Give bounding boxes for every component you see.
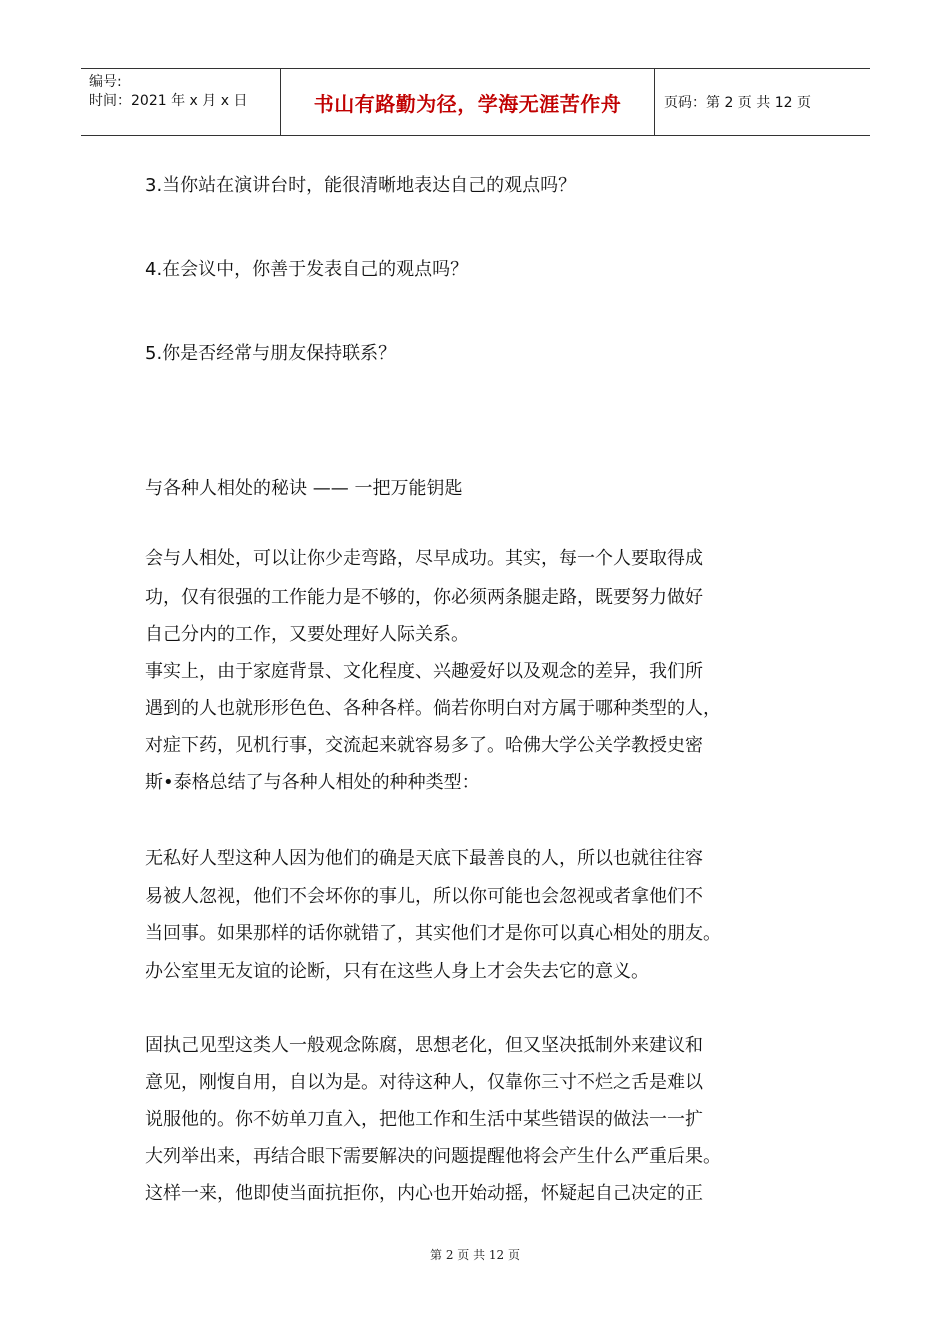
paragraph-line: 功，仅有很强的工作能力是不够的，你必须两条腿走路，既要努力做好 <box>145 587 703 608</box>
header-motto: 书山有路勤为径，学海无涯苦作舟 <box>281 69 655 135</box>
serial-label: 编号: <box>89 74 122 90</box>
paragraph-line: 这样一来，他即使当面抗拒你，内心也开始动摇，怀疑起自己决定的正 <box>145 1183 703 1204</box>
question-4: 4.在会议中，你善于发表自己的观点吗？ <box>145 259 469 280</box>
paragraph-line: 遇到的人也就形形色色、各种各样。倘若你明白对方属于哪种类型的人， <box>145 698 721 719</box>
page-header <box>81 68 870 136</box>
paragraph-line: 说服他的。你不妨单刀直入，把他工作和生活中某些错误的做法一一扩 <box>145 1109 703 1130</box>
paragraph-line: 当回事。如果那样的话你就错了，其实他们才是你可以真心相处的朋友。 <box>145 923 721 944</box>
paragraph-line: 办公室里无友谊的论断，只有在这些人身上才会失去它的意义。 <box>145 961 649 982</box>
paragraph-line: 会与人相处，可以让你少走弯路，尽早成功。其实，每一个人要取得成 <box>145 548 703 569</box>
paragraph-line: 固执己见型这类人一般观念陈腐，思想老化，但又坚决抵制外来建议和 <box>145 1035 703 1056</box>
paragraph-line: 易被人忽视，他们不会坏你的事儿，所以你可能也会忽视或者拿他们不 <box>145 886 703 907</box>
paragraph-line: 无私好人型这种人因为他们的确是天底下最善良的人，所以也就往往容 <box>145 848 703 869</box>
paragraph-line: 对症下药，见机行事，交流起来就容易多了。哈佛大学公关学教授史密 <box>145 735 703 756</box>
paragraph-line: 自己分内的工作，又要处理好人际关系。 <box>145 624 469 645</box>
paragraph-line: 意见，刚愎自用，自以为是。对待这种人，仅靠你三寸不烂之舌是难以 <box>145 1072 703 1093</box>
paragraph-line: 斯•泰格总结了与各种人相处的种种类型： <box>145 772 480 793</box>
header-page-info: 页码：第 2 页 共 12 页 <box>664 95 811 111</box>
date-line: 时间：2021 年 x 月 x 日 <box>89 93 248 109</box>
paragraph-line: 事实上，由于家庭背景、文化程度、兴趣爱好以及观念的差异，我们所 <box>145 661 703 682</box>
header-meta <box>81 69 281 135</box>
question-5: 5.你是否经常与朋友保持联系？ <box>145 343 397 364</box>
paragraph-line: 大列举出来，再结合眼下需要解决的问题提醒他将会产生什么严重后果。 <box>145 1146 721 1167</box>
question-3: 3.当你站在演讲台时，能很清晰地表达自己的观点吗？ <box>145 175 577 196</box>
section-title: 与各种人相处的秘诀 —— 一把万能钥匙 <box>145 478 463 499</box>
page-footer: 第 2 页 共 12 页 <box>430 1248 520 1262</box>
